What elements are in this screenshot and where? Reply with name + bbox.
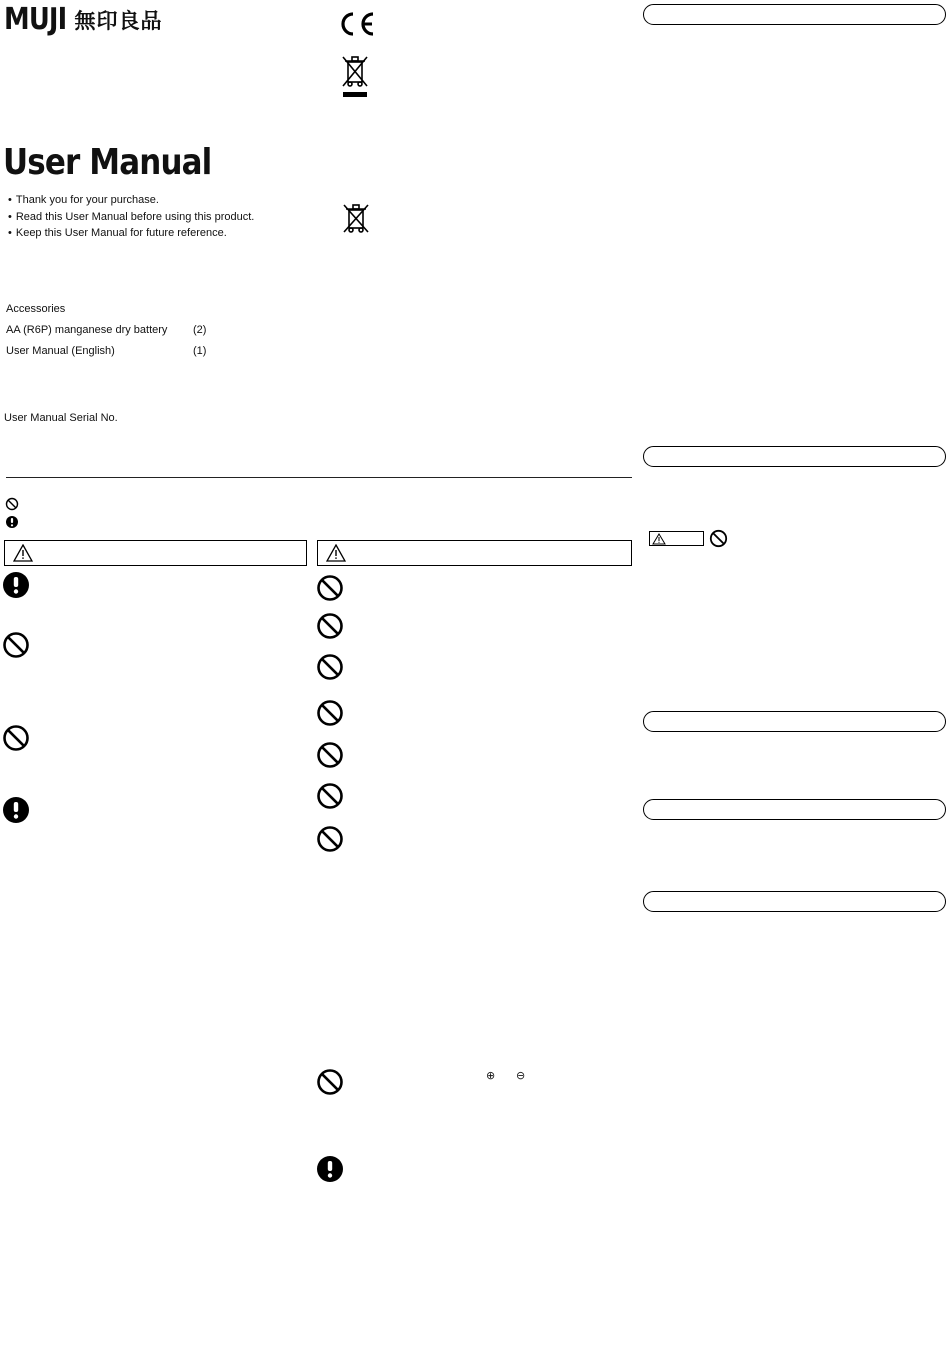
- accessory-qty: (1): [193, 345, 207, 357]
- prohibited-icon: [2, 724, 30, 757]
- accessory-name: User Manual (English): [6, 345, 115, 357]
- minus-polarity-icon: ⊖: [516, 1070, 526, 1082]
- accessory-row: [6, 345, 216, 357]
- brand-logo: [4, 2, 163, 37]
- ce-mark-icon: [336, 10, 376, 43]
- weee-bin-icon: [341, 202, 371, 241]
- list-item: • Read this User Manual before using this product.: [8, 209, 254, 226]
- prohibited-icon: [709, 529, 728, 553]
- warning-header-box: [4, 540, 307, 566]
- section-header-pill: [643, 711, 946, 732]
- section-header-pill: [643, 4, 946, 25]
- mandatory-icon: [2, 796, 30, 829]
- section-divider: [6, 477, 632, 478]
- warning-triangle-icon: [13, 544, 33, 562]
- mini-warning-box: [649, 531, 704, 546]
- mandatory-icon: [5, 515, 19, 534]
- serial-number-label: User Manual Serial No.: [4, 412, 118, 424]
- prohibited-icon: [5, 497, 19, 516]
- weee-bin-icon: [340, 54, 370, 105]
- intro-list: [8, 192, 254, 242]
- section-header-pill: [643, 446, 946, 467]
- list-item: • Thank you for your purchase.: [8, 192, 254, 209]
- prohibited-icon: [316, 574, 344, 607]
- accessories-heading: Accessories: [6, 303, 66, 315]
- plus-polarity-icon: ⊕: [486, 1070, 496, 1082]
- prohibited-icon: [316, 741, 344, 774]
- prohibited-icon: [316, 699, 344, 732]
- warning-triangle-icon: [652, 533, 666, 545]
- warning-triangle-icon: [326, 544, 346, 562]
- prohibited-icon: [316, 1068, 344, 1101]
- mandatory-icon: [316, 1155, 344, 1188]
- prohibited-icon: [316, 825, 344, 858]
- prohibited-icon: [2, 631, 30, 664]
- prohibited-icon: [316, 653, 344, 686]
- mandatory-icon: [2, 571, 30, 604]
- accessory-name: AA (R6P) manganese dry battery: [6, 324, 168, 336]
- brand-name-jp: 無印良品: [74, 8, 163, 33]
- prohibited-icon: [316, 612, 344, 645]
- accessory-row: [6, 324, 216, 336]
- list-item: • Keep this User Manual for future reference.: [8, 225, 254, 242]
- caution-header-box: [317, 540, 632, 566]
- prohibited-icon: [316, 782, 344, 815]
- accessory-qty: (2): [193, 324, 207, 336]
- page-title: User Manual: [3, 142, 212, 183]
- brand-name-en: MUJI: [4, 2, 67, 37]
- section-header-pill: [643, 799, 946, 820]
- section-header-pill: [643, 891, 946, 912]
